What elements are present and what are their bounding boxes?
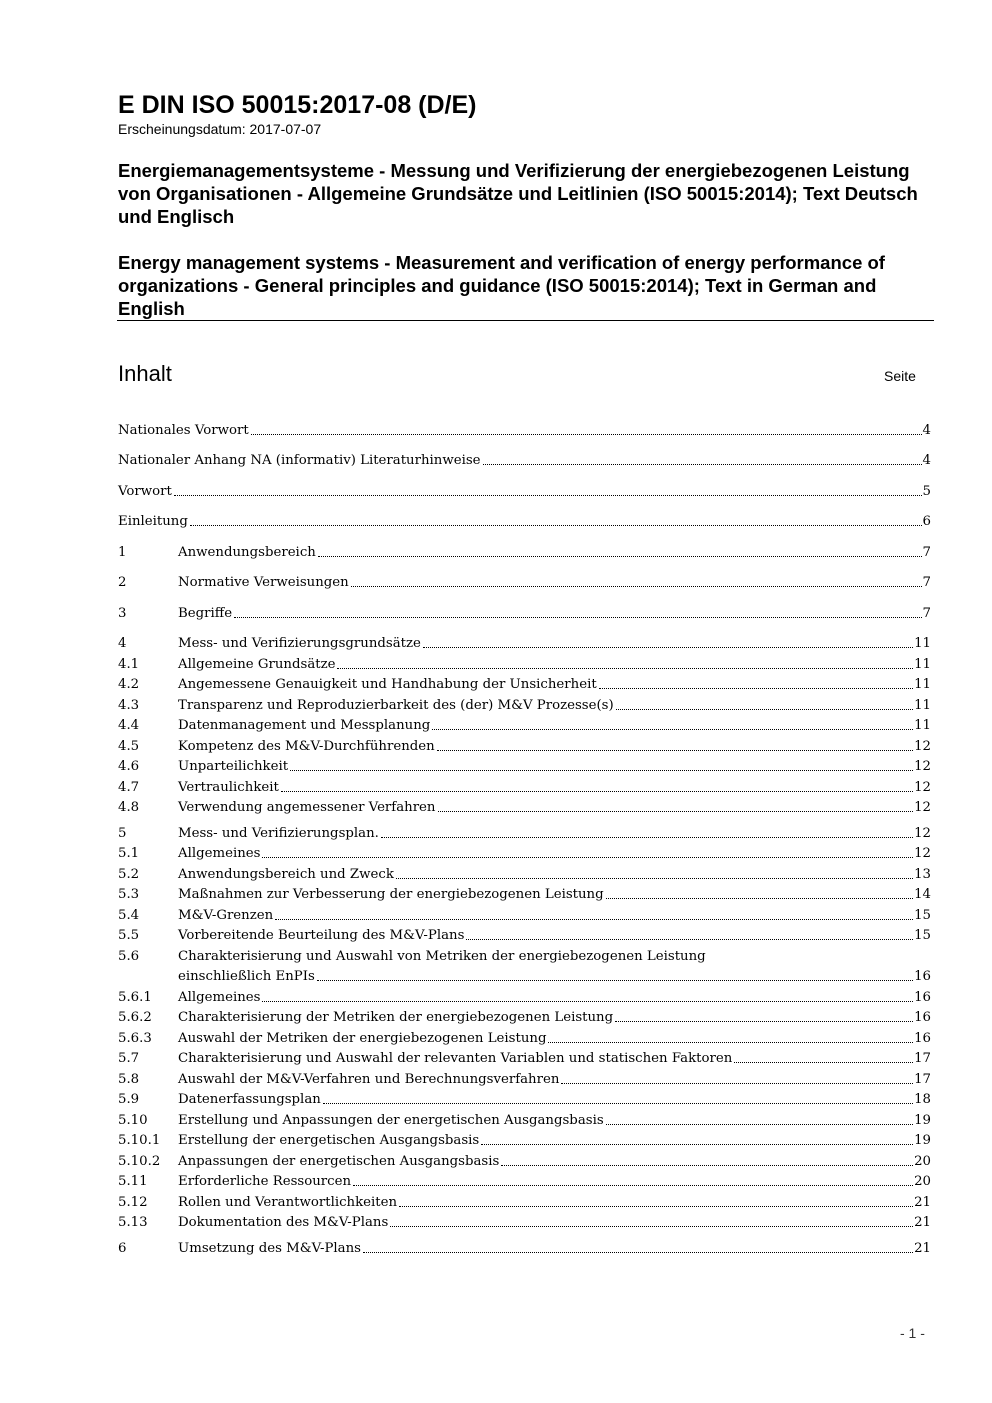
toc-entry[interactable] — [118, 755, 931, 776]
toc-heading: Inhalt — [118, 361, 172, 386]
toc-entry-page: 11 — [914, 697, 931, 713]
toc-dot-leader — [390, 1226, 913, 1227]
toc-entry-title: Verwendung angemessener Verfahren — [178, 800, 436, 815]
toc-entry-page: 4 — [922, 453, 931, 468]
toc-dot-leader — [190, 525, 922, 526]
toc-dot-leader — [318, 556, 922, 557]
toc-entry-title: Maßnahmen zur Verbesserung der energiebezogenen Leistung — [178, 887, 604, 902]
toc-entry-number: 4.1 — [118, 656, 140, 672]
toc-entry[interactable] — [118, 693, 931, 714]
toc-entry-title: Erstellung und Anpassungen der energetischen Ausgangsbasis — [178, 1112, 604, 1128]
toc-entry-title: Erstellung der energetischen Ausgangsbasis — [178, 1133, 480, 1148]
toc-dot-leader — [351, 586, 922, 587]
toc-entry-page: 4 — [922, 422, 931, 438]
toc-entry-number: 5.6 — [118, 948, 140, 964]
toc-entry-number: 5.6.2 — [118, 1010, 152, 1025]
toc-entry-number: 5 — [118, 825, 127, 841]
toc-entry[interactable] — [118, 1149, 931, 1170]
toc-entry-title: Auswahl der Metriken der energiebezogenen Leistung — [178, 1030, 547, 1046]
toc-entry-title: Erforderliche Ressourcen — [178, 1174, 352, 1189]
table-of-contents — [118, 418, 931, 1257]
toc-entry[interactable] — [118, 418, 931, 439]
toc-dot-leader — [262, 1001, 913, 1002]
toc-dot-leader — [396, 878, 913, 879]
toc-entry[interactable] — [118, 1129, 931, 1150]
toc-entry-page: 15 — [914, 907, 931, 923]
toc-entry-number: 4.7 — [118, 779, 140, 795]
toc-entry-title: Allgemeines — [178, 846, 261, 861]
toc-dot-leader — [615, 1021, 913, 1022]
page-number: - 1 - — [900, 1325, 925, 1341]
toc-entry-number: 4.8 — [118, 800, 140, 815]
toc-dot-leader — [174, 495, 922, 496]
toc-entry-number: 5.12 — [118, 1194, 148, 1210]
toc-dot-leader — [337, 668, 913, 669]
toc-entry-number: 5.2 — [118, 866, 140, 882]
toc-dot-leader — [317, 980, 913, 981]
toc-entry[interactable] — [118, 1067, 931, 1088]
toc-dot-leader — [423, 647, 913, 648]
toc-entry-title: Auswahl der M&V-Verfahren und Berechnungsverfahren — [178, 1071, 560, 1087]
toc-entry[interactable] — [118, 1047, 931, 1068]
toc-entry-page: 21 — [914, 1194, 931, 1210]
toc-entry-number: 4.3 — [118, 697, 140, 713]
toc-entry[interactable] — [118, 1026, 931, 1047]
toc-dot-leader — [481, 1144, 913, 1145]
toc-entry-page: 12 — [914, 779, 931, 795]
toc-entry-title: Begriffe — [178, 605, 233, 621]
toc-dot-leader — [399, 1206, 913, 1207]
toc-entry-number: 1 — [118, 544, 127, 560]
toc-entry-page: 13 — [914, 866, 931, 882]
toc-entry[interactable] — [118, 796, 931, 817]
toc-entry-page: 17 — [914, 1051, 931, 1066]
toc-entry-title: Vorbereitende Beurteilung des M&V-Plans — [178, 928, 465, 943]
toc-entry-title: Anwendungsbereich — [178, 544, 316, 560]
toc-entry-page: 5 — [922, 483, 931, 499]
toc-entry-page: 21 — [914, 1215, 931, 1230]
toc-entry-title: Kompetenz des M&V-Durchführenden — [178, 738, 435, 754]
toc-entry[interactable] — [118, 775, 931, 796]
toc-entry-title: Rollen und Verantwortlichkeiten — [178, 1194, 398, 1210]
toc-entry-page: 11 — [914, 677, 931, 692]
toc-entry[interactable] — [118, 1211, 931, 1232]
toc-entry[interactable] — [118, 632, 931, 653]
toc-entry-page: 16 — [914, 1030, 931, 1046]
toc-dot-leader — [281, 791, 913, 792]
toc-entry-title: Allgemeines — [178, 989, 261, 1005]
toc-dot-leader — [290, 770, 913, 771]
toc-entry-title: Umsetzung des M&V-Plans — [178, 1240, 361, 1256]
toc-entry-page: 7 — [922, 575, 931, 590]
toc-entry-page: 12 — [914, 846, 931, 861]
toc-entry-title-continued: einschließlich EnPIs — [178, 969, 315, 984]
toc-entry-number: 4.5 — [118, 738, 140, 754]
toc-entry-number: 5.6.1 — [118, 989, 152, 1005]
toc-entry-title: Datenmanagement und Messplanung — [178, 718, 431, 733]
toc-entry-title: Unparteilichkeit — [178, 759, 289, 774]
toc-entry[interactable] — [118, 985, 931, 1006]
toc-entry-number: 5.4 — [118, 907, 140, 923]
toc-entry-page: 21 — [914, 1240, 931, 1256]
toc-entry-title: Normative Verweisungen — [178, 575, 349, 590]
toc-entry-page: 17 — [914, 1071, 931, 1087]
toc-entry-number: 4.2 — [118, 677, 140, 692]
toc-entry-number: 5.10 — [118, 1112, 148, 1128]
toc-entry-page: 7 — [922, 605, 931, 621]
toc-entry-page: 16 — [914, 989, 931, 1005]
toc-entry[interactable] — [118, 903, 931, 924]
toc-dot-leader — [275, 919, 913, 920]
toc-entry-page: 6 — [922, 514, 931, 529]
toc-entry[interactable] — [118, 1088, 931, 1109]
toc-entry[interactable] — [118, 571, 931, 592]
toc-entry-title: Einleitung — [118, 514, 188, 529]
toc-entry-title: Datenerfassungsplan — [178, 1092, 321, 1107]
toc-entry[interactable] — [118, 652, 931, 673]
toc-entry-page: 12 — [914, 759, 931, 774]
toc-entry-page: 20 — [914, 1174, 931, 1189]
toc-entry-title: Charakterisierung und Auswahl der relevanten Variablen und statischen Faktoren — [178, 1051, 733, 1066]
toc-dot-leader — [501, 1165, 913, 1166]
toc-dot-leader — [363, 1252, 913, 1253]
toc-dot-leader — [234, 617, 921, 618]
toc-dot-leader — [353, 1185, 913, 1186]
toc-entry[interactable] — [118, 510, 931, 531]
title-german: Energiemanagementsysteme - Messung und Verifizierung der energiebezogenen Leistung von Organisationen - Allgemeine Grundsätze und Leitlinien (ISO 50015:2014); Text Deutsch und Englisch — [118, 160, 918, 227]
toc-dot-leader — [251, 434, 922, 435]
toc-entry-number: 5.11 — [118, 1174, 148, 1189]
toc-entry-page: 18 — [914, 1092, 931, 1107]
toc-entry-title: Nationales Vorwort — [118, 422, 249, 438]
title-divider — [117, 320, 934, 321]
toc-entry[interactable] — [118, 821, 931, 842]
toc-entry-number: 5.7 — [118, 1051, 140, 1066]
toc-entry-page: 11 — [914, 718, 931, 733]
toc-dot-leader — [438, 811, 914, 812]
toc-entry-number: 5.5 — [118, 928, 140, 943]
toc-entry-title: Anwendungsbereich und Zweck — [178, 866, 394, 882]
toc-entry-number: 4 — [118, 636, 127, 651]
toc-entry-title: Anpassungen der energetischen Ausgangsbasis — [178, 1153, 500, 1169]
title-english: Energy management systems - Measurement and verification of energy performance of organizations - General principles and guidance (ISO 50015:2014); Text in German and English — [118, 252, 885, 319]
toc-entry[interactable] — [118, 714, 931, 735]
document-title: E DIN ISO 50015:2017-08 (D/E) — [118, 91, 477, 119]
toc-dot-leader — [616, 709, 913, 710]
toc-entry-number: 3 — [118, 605, 127, 621]
toc-entry[interactable] — [118, 449, 931, 470]
toc-entry-number: 5.3 — [118, 887, 140, 902]
toc-entry[interactable] — [118, 842, 931, 863]
toc-entry-number: 5.13 — [118, 1215, 148, 1230]
toc-dot-leader — [432, 729, 913, 730]
toc-entry-title: Transparenz und Reproduzierbarkeit des (der) M&V Prozesse(s) — [178, 697, 614, 713]
toc-entry-number: 5.1 — [118, 846, 140, 861]
toc-entry-title: Mess- und Verifizierungsplan. — [178, 825, 379, 841]
toc-entry-page: 15 — [914, 928, 931, 943]
toc-entry-title: Charakterisierung der Metriken der energiebezogenen Leistung — [178, 1010, 614, 1025]
toc-entry[interactable] — [118, 479, 931, 500]
toc-entry-number: 5.6.3 — [118, 1030, 152, 1046]
toc-entry-page: 11 — [914, 636, 931, 651]
toc-dot-leader — [561, 1083, 913, 1084]
toc-entry-page: 16 — [914, 969, 931, 984]
toc-entry[interactable] — [118, 883, 931, 904]
toc-entry-page: 7 — [922, 544, 931, 560]
toc-dot-leader — [606, 1124, 913, 1125]
toc-entry-page: 11 — [914, 656, 931, 672]
toc-entry[interactable] — [118, 1190, 931, 1211]
publication-date: Erscheinungsdatum: 2017-07-07 — [118, 121, 322, 137]
toc-entry-number: 5.10.1 — [118, 1133, 161, 1148]
toc-entry-page: 12 — [914, 825, 931, 841]
toc-entry[interactable] — [118, 734, 931, 755]
toc-entry-title: Angemessene Genauigkeit und Handhabung der Unsicherheit — [178, 677, 597, 692]
toc-entry-number: 4.6 — [118, 759, 140, 774]
toc-dot-leader — [323, 1103, 913, 1104]
toc-entry[interactable] — [118, 1236, 931, 1257]
toc-entry-number: 2 — [118, 575, 127, 590]
toc-entry-number: 6 — [118, 1240, 127, 1256]
toc-entry[interactable] — [118, 601, 931, 622]
toc-dot-leader — [381, 837, 913, 838]
toc-entry-page: 19 — [914, 1112, 931, 1128]
toc-dot-leader — [466, 939, 913, 940]
toc-entry-title: Vertraulichkeit — [178, 779, 279, 795]
toc-entry[interactable] — [118, 1006, 931, 1027]
toc-entry-title: M&V-Grenzen — [178, 907, 274, 923]
toc-entry-page: 16 — [914, 1010, 931, 1025]
toc-entry-page: 12 — [914, 738, 931, 754]
toc-entry-title: Dokumentation des M&V-Plans — [178, 1215, 389, 1230]
toc-entry-page: 12 — [914, 800, 931, 815]
toc-entry-continuation[interactable] — [118, 965, 931, 986]
toc-entry[interactable] — [118, 924, 931, 945]
toc-entry-title: Vorwort — [118, 483, 172, 499]
toc-entry-number: 5.8 — [118, 1071, 140, 1087]
toc-entry-title: Nationaler Anhang NA (informativ) Literaturhinweise — [118, 453, 481, 468]
toc-entry-page: 19 — [914, 1133, 931, 1148]
toc-entry-number: 5.10.2 — [118, 1153, 161, 1169]
toc-entry-number: 4.4 — [118, 718, 140, 733]
toc-dot-leader — [606, 898, 913, 899]
toc-dot-leader — [548, 1042, 913, 1043]
toc-entry[interactable] — [118, 1170, 931, 1191]
toc-dot-leader — [734, 1062, 913, 1063]
toc-entry[interactable] — [118, 1108, 931, 1129]
toc-entry-number: 5.9 — [118, 1092, 140, 1107]
toc-entry[interactable] — [118, 673, 931, 694]
toc-entry[interactable] — [118, 944, 931, 965]
toc-entry[interactable] — [118, 540, 931, 561]
toc-dot-leader — [599, 688, 913, 689]
toc-entry-title: Mess- und Verifizierungsgrundsätze — [178, 636, 421, 651]
toc-dot-leader — [262, 857, 913, 858]
toc-entry-title: Charakterisierung und Auswahl von Metriken der energiebezogenen Leistung — [178, 948, 706, 964]
toc-page-column-label: Seite — [884, 368, 916, 384]
toc-dot-leader — [483, 464, 922, 465]
toc-dot-leader — [437, 750, 913, 751]
toc-entry-page: 14 — [914, 887, 931, 902]
toc-entry-title: Allgemeine Grundsätze — [178, 656, 336, 672]
toc-entry[interactable] — [118, 862, 931, 883]
toc-entry-page: 20 — [914, 1153, 931, 1169]
